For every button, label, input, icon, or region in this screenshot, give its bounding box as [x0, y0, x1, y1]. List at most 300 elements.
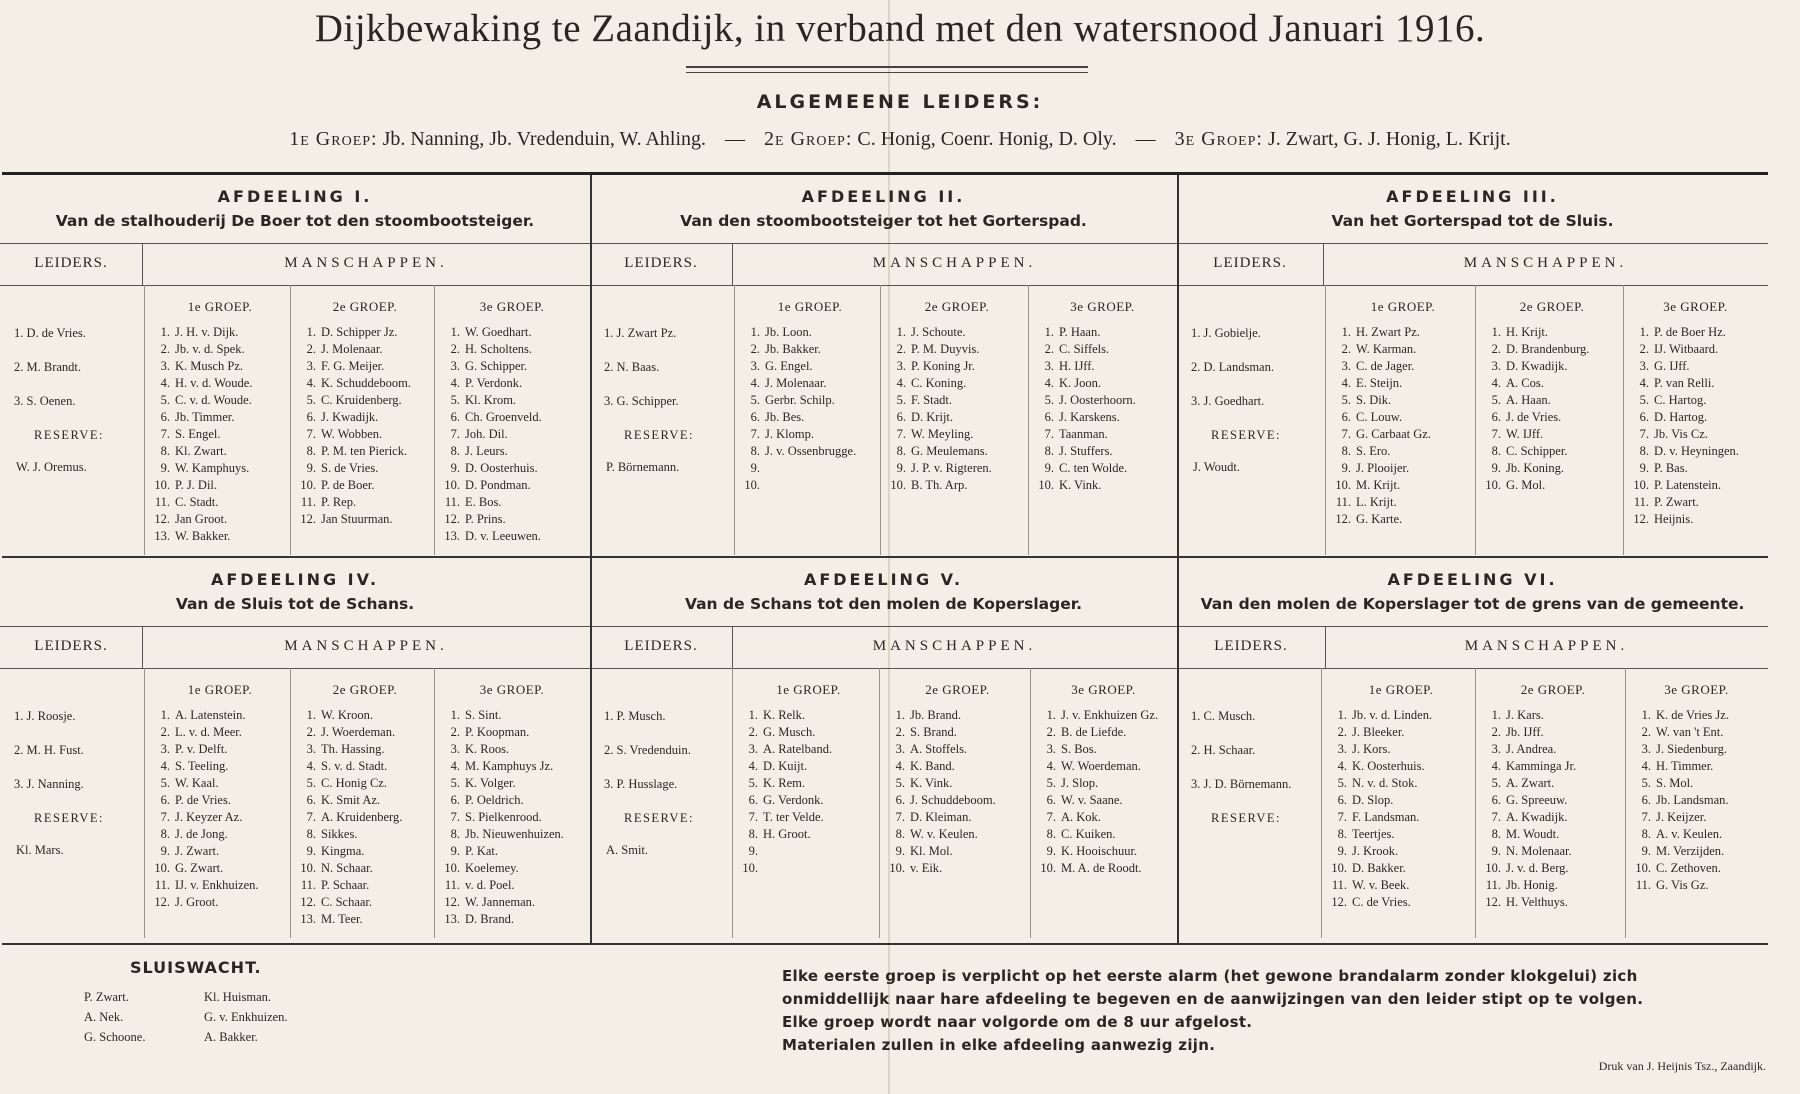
list-item: [738, 843, 832, 860]
list-item-name: K. Rem.: [763, 776, 806, 790]
list-item: [440, 809, 564, 826]
list-item-name: P. de Boer Hz.: [1654, 325, 1726, 339]
list-item: [740, 426, 856, 443]
list-item: [1629, 443, 1739, 460]
list-item: [296, 758, 402, 775]
list-item-number: 5.: [1491, 393, 1501, 407]
group-divider: [1475, 668, 1476, 938]
group-header: 3e GROEP.: [1070, 299, 1135, 314]
general-group-1-names: Jb. Nanning, Jb. Vredenduin, W. Ahling.: [382, 128, 707, 150]
afdeeling-1: [0, 175, 590, 560]
list-item-number: 10.: [154, 861, 170, 875]
header-rule: [590, 243, 1177, 244]
list-item-name: P. Schaar.: [321, 878, 370, 892]
list-item-number: 3.: [748, 742, 758, 756]
list-item: [1631, 724, 1729, 741]
list-item-name: S. Mol.: [1656, 776, 1694, 790]
list-item: [1034, 477, 1136, 494]
list-item: [296, 341, 411, 358]
list-item: [740, 358, 856, 375]
list-item-name: J. H. v. Dijk.: [175, 325, 239, 339]
list-item: [150, 741, 259, 758]
list-item: [886, 460, 992, 477]
list-item-name: J. de Vries.: [1506, 410, 1562, 424]
list-item: [296, 426, 411, 443]
list-item-number: 7.: [450, 427, 460, 441]
list-item: [1036, 826, 1158, 843]
list-item: [1481, 724, 1576, 741]
sluiswacht-name: G. v. Enkhuizen.: [204, 1010, 288, 1024]
header-rule: [0, 243, 590, 244]
list-item: [150, 443, 252, 460]
list-item-number: 10.: [1633, 478, 1649, 492]
list-item-name: Koelemey.: [465, 861, 519, 875]
list-item-number: 11.: [1633, 495, 1649, 509]
list-item: [740, 392, 856, 409]
list-item-number: 7.: [748, 810, 758, 824]
list-item-number: 1.: [895, 708, 905, 722]
group-header: 3e GROEP.: [1071, 682, 1136, 697]
list-item-name: J. de Jong.: [175, 827, 228, 841]
list-item-name: C. Honig Cz.: [321, 776, 387, 790]
algemeene-leiders-groups: [0, 128, 1800, 151]
afdeeling-subtitle: Van de stalhouderij De Boer tot den stoombootsteiger.: [55, 212, 535, 230]
sluiswacht-col-1: [84, 987, 145, 1047]
list-item-name: Jan Groot.: [175, 512, 228, 526]
group-2-list: [886, 324, 992, 494]
list-item-name: W. Wobben.: [321, 427, 383, 441]
list-item-name: Kamminga Jr.: [1506, 759, 1577, 773]
list-item-name: Ch. Groenveld.: [465, 410, 542, 424]
list-item: [440, 877, 564, 894]
list-item-number: 4.: [306, 759, 316, 773]
list-item-number: 13.: [154, 529, 170, 543]
header-rule: [590, 626, 1177, 627]
list-item-number: 4.: [1337, 759, 1347, 773]
header-rule: [590, 668, 1177, 669]
group-header: 3e GROEP.: [1664, 682, 1729, 697]
leider-name: 2. H. Schaar.: [1191, 743, 1256, 757]
group-header: 2e GROEP.: [924, 299, 990, 314]
list-item-name: W. v. Keulen.: [910, 827, 978, 841]
list-item-number: 10.: [444, 861, 460, 875]
list-item-name: Jan Stuurman.: [321, 512, 393, 526]
group-header: 3e GROEP.: [479, 299, 545, 314]
reserve-name: P. Börnemann.: [606, 460, 680, 474]
list-item-number: 5.: [896, 393, 906, 407]
list-item-name: J. Plooijer.: [1356, 461, 1410, 475]
group-header: 3e GROEP.: [479, 682, 545, 697]
list-item-name: J. Keyzer Az.: [175, 810, 243, 824]
list-item: [1327, 775, 1432, 792]
list-item: [440, 758, 564, 775]
list-item-number: 8.: [1337, 827, 1347, 841]
list-item-number: 7.: [750, 427, 760, 441]
list-item-number: 7.: [1641, 810, 1651, 824]
list-item-number: 6.: [748, 793, 758, 807]
list-item-number: 10.: [1335, 478, 1351, 492]
group-3-list: [1629, 324, 1739, 528]
group-header: 2e GROEP.: [1520, 682, 1586, 697]
list-item-number: 7.: [1341, 427, 1351, 441]
list-item-number: 10.: [742, 861, 758, 875]
list-item: [1481, 409, 1589, 426]
afdeeling-6: [1177, 558, 1768, 943]
list-item: [440, 775, 564, 792]
list-item-number: 2.: [1641, 725, 1651, 739]
list-item-name: J. Bleeker.: [1352, 725, 1405, 739]
leiders-header: LEIDERS.: [1213, 255, 1287, 271]
list-item-number: 1.: [1491, 325, 1501, 339]
list-item: [1327, 792, 1432, 809]
list-item: [738, 775, 832, 792]
list-item: [1481, 775, 1576, 792]
list-item-number: 13.: [444, 529, 460, 543]
list-item-name: J. v. Ossenbrugge.: [765, 444, 857, 458]
list-item-number: 9.: [1337, 844, 1347, 858]
list-item-name: J. Molenaar.: [765, 376, 827, 390]
leider-name: 1. D. de Vries.: [14, 326, 86, 340]
list-item: [296, 843, 402, 860]
list-item: [740, 341, 856, 358]
list-item-number: 11.: [1635, 878, 1651, 892]
group-header: 1e GROEP.: [1370, 299, 1436, 314]
list-item-number: 13.: [300, 912, 316, 926]
list-item-number: 2.: [160, 725, 170, 739]
list-item-number: 6.: [306, 793, 316, 807]
list-item-number: 9.: [895, 844, 905, 858]
list-item: [296, 494, 411, 511]
leider-name: 2. M. H. Fust.: [14, 743, 84, 757]
list-item: [440, 341, 542, 358]
list-item: [1481, 460, 1589, 477]
afdeeling-5: [590, 558, 1177, 943]
grid-hline: [2, 556, 1768, 558]
list-item-name: K. Schuddeboom.: [321, 376, 411, 390]
list-item-number: 3.: [450, 742, 460, 756]
list-item: [886, 477, 992, 494]
list-item-name: N. Schaar.: [321, 861, 373, 875]
list-item: [885, 707, 996, 724]
list-item-name: G. Musch.: [763, 725, 816, 739]
list-item-number: 6.: [1044, 410, 1054, 424]
list-item-name: C. Hartog.: [1654, 393, 1707, 407]
list-item: [440, 494, 542, 511]
list-item: [440, 724, 564, 741]
list-item-name: P. Rep.: [321, 495, 357, 509]
list-item-number: 3.: [1044, 359, 1054, 373]
list-item-name: C. Kuiken.: [1061, 827, 1116, 841]
list-item-number: 11.: [1331, 878, 1347, 892]
list-item-name: D. Kuijt.: [763, 759, 808, 773]
list-item: [296, 358, 411, 375]
reserve-name: W. J. Oremus.: [16, 460, 87, 474]
general-group-3-label: 3e Groep:: [1174, 128, 1263, 150]
group-header: 2e GROEP.: [1519, 299, 1585, 314]
afdeeling-subtitle: Van den stoombootsteiger tot het Gorterspad.: [680, 212, 1087, 230]
list-item-name: P. M. ten Pierick.: [321, 444, 408, 458]
list-item-name: J. v. d. Berg.: [1506, 861, 1569, 875]
list-item: [885, 860, 996, 877]
list-item: [738, 860, 832, 877]
group-divider: [1028, 285, 1029, 555]
list-item-number: 1.: [306, 325, 316, 339]
group-divider: [734, 285, 735, 555]
list-item: [1631, 792, 1729, 809]
leider-name: 1. P. Musch.: [604, 709, 666, 723]
group-header: 2e GROEP.: [332, 682, 398, 697]
list-item-name: G. Meulemans.: [911, 444, 988, 458]
list-item-number: 2.: [750, 342, 760, 356]
list-item-name: S. Brand.: [910, 725, 957, 739]
list-item-name: P. Kat.: [465, 844, 498, 858]
list-item: [740, 443, 856, 460]
list-item: [1331, 341, 1431, 358]
list-item-number: 7.: [160, 427, 170, 441]
list-item: [1034, 358, 1136, 375]
group-divider: [290, 668, 291, 938]
list-item-name: L. v. d. Meer.: [175, 725, 242, 739]
list-item-name: M. Kamphuys Jz.: [465, 759, 554, 773]
list-item: [1481, 341, 1589, 358]
list-item-number: 5.: [1639, 393, 1649, 407]
list-item-name: D. Kleiman.: [910, 810, 972, 824]
list-item: [1034, 460, 1136, 477]
leiders-list: [604, 709, 732, 929]
list-item: [440, 426, 542, 443]
list-item-number: 8.: [750, 444, 760, 458]
list-item: [1034, 409, 1136, 426]
list-item-name: S. Bos.: [1061, 742, 1097, 756]
list-item: [1481, 443, 1589, 460]
list-item: [150, 758, 259, 775]
list-item: [150, 477, 252, 494]
list-item-name: Joh. Dil.: [465, 427, 508, 441]
list-item-number: 2.: [1491, 342, 1501, 356]
list-item-number: 7.: [1046, 810, 1056, 824]
list-item-name: W. v. Saane.: [1061, 793, 1123, 807]
list-item-number: 1.: [160, 325, 170, 339]
leider-name: 1. C. Musch.: [1191, 709, 1256, 723]
list-item: [150, 707, 259, 724]
list-item-number: 7.: [160, 810, 170, 824]
list-item-name: H. Velthuys.: [1506, 895, 1568, 909]
list-item-name: D. v. Heyningen.: [1654, 444, 1739, 458]
reserve-name: Kl. Mars.: [16, 843, 64, 857]
list-item-name: G. Carbaat Gz.: [1356, 427, 1431, 441]
list-item-number: 8.: [160, 444, 170, 458]
list-item-number: 6.: [160, 410, 170, 424]
list-item-number: 6.: [450, 410, 460, 424]
list-item-name: D. Schipper Jz.: [321, 325, 398, 339]
list-item-name: H. Zwart Pz.: [1356, 325, 1420, 339]
list-item-name: J. Groot.: [175, 895, 219, 909]
list-item-name: D. Hartog.: [1654, 410, 1708, 424]
list-item: [440, 911, 564, 928]
list-item: [1036, 843, 1158, 860]
list-item-number: 11.: [154, 878, 170, 892]
list-item-number: 4.: [1341, 376, 1351, 390]
list-item: [1481, 707, 1576, 724]
leiders-list: [14, 326, 142, 546]
list-item: [440, 894, 564, 911]
list-item: [1034, 341, 1136, 358]
list-item: [150, 894, 259, 911]
group-divider: [1475, 285, 1476, 555]
list-item: [440, 324, 542, 341]
list-item-name: K. Hooischuur.: [1061, 844, 1138, 858]
list-item: [1631, 707, 1729, 724]
list-item-number: 6.: [160, 793, 170, 807]
list-item: [1327, 843, 1432, 860]
list-item-name: M. Verzijden.: [1656, 844, 1725, 858]
header-rule: [0, 285, 590, 286]
list-item-number: 1.: [896, 325, 906, 339]
list-item-name: H. IJff.: [1059, 359, 1095, 373]
list-item: [440, 409, 542, 426]
header-rule: [1177, 285, 1768, 286]
list-item-name: A. v. Keulen.: [1656, 827, 1723, 841]
group-2-list: [885, 707, 996, 877]
list-item: [440, 392, 542, 409]
afdeeling-2: [590, 175, 1177, 560]
header-rule: [0, 626, 590, 627]
list-item: [1629, 409, 1739, 426]
list-item-name: P. v. Delft.: [175, 742, 228, 756]
group-header: 2e GROEP.: [925, 682, 990, 697]
list-item: [150, 877, 259, 894]
manschappen-header: MANSCHAPPEN.: [1463, 255, 1628, 271]
list-item-number: 9.: [1044, 461, 1054, 475]
list-item-name: K. Smit Az.: [321, 793, 381, 807]
list-item: [150, 826, 259, 843]
list-item-name: Kingma.: [321, 844, 365, 858]
list-item-number: 12.: [1331, 895, 1347, 909]
list-item-number: 6.: [1641, 793, 1651, 807]
list-item-name: K. Oosterhuis.: [1352, 759, 1425, 773]
list-item-number: 7.: [1491, 427, 1501, 441]
list-item: [150, 511, 252, 528]
list-item-name: N. Molenaar.: [1506, 844, 1572, 858]
list-item-number: 3.: [1337, 742, 1347, 756]
list-item-name: F. G. Meijer.: [321, 359, 385, 373]
list-item-number: 2.: [748, 725, 758, 739]
list-item-number: 4.: [1044, 376, 1054, 390]
list-item-number: 3.: [1491, 742, 1501, 756]
list-item: [885, 792, 996, 809]
list-item-name: Jb. Bes.: [765, 410, 805, 424]
list-item: [150, 460, 252, 477]
afdeeling-title: AFDEELING V.: [803, 570, 964, 589]
list-item: [296, 477, 411, 494]
list-item: [1331, 409, 1431, 426]
list-item: [440, 792, 564, 809]
afdeeling-title: AFDEELING IV.: [210, 570, 380, 589]
list-item-name: D. Brand.: [465, 912, 514, 926]
list-item-number: 9.: [306, 844, 316, 858]
list-item-name: C. ten Wolde.: [1059, 461, 1128, 475]
list-item-name: M. Krijt.: [1356, 478, 1401, 492]
list-item-number: 9.: [306, 461, 316, 475]
list-item: [1629, 358, 1739, 375]
group-1-list: [1331, 324, 1431, 528]
list-item-name: J. Krook.: [1352, 844, 1399, 858]
list-item-name: J. Schoute.: [911, 325, 966, 339]
list-item-name: J. Oosterhoorn.: [1059, 393, 1136, 407]
list-item-name: C. Koning.: [911, 376, 967, 390]
list-item: [1034, 324, 1136, 341]
list-item-name: G. Zwart.: [175, 861, 224, 875]
general-group-1-label: 1e Groep:: [289, 128, 378, 150]
list-item: [885, 843, 996, 860]
leider-name: 2. D. Landsman.: [1191, 360, 1274, 374]
list-item-number: 4.: [1046, 759, 1056, 773]
list-item: [1327, 758, 1432, 775]
list-item: [1327, 894, 1432, 911]
list-item-name: W. Woerdeman.: [1061, 759, 1141, 773]
manschappen-header: MANSCHAPPEN.: [1464, 638, 1629, 654]
list-item: [150, 724, 259, 741]
list-item: [1327, 724, 1432, 741]
list-item: [1034, 443, 1136, 460]
list-item-name: K. Volger.: [465, 776, 516, 790]
group-divider: [879, 668, 880, 938]
reserve-label: RESERVE:: [1211, 811, 1282, 825]
list-item-number: 5.: [450, 776, 460, 790]
notice-line: onmiddellijk naar hare afdeeling te begeven en de aanwijzingen van den leider stipt op te volgen.: [782, 990, 1644, 1008]
list-item: [1631, 741, 1729, 758]
list-item-name: W. Kroon.: [321, 708, 373, 722]
list-item-name: IJ. Witbaard.: [1654, 342, 1719, 356]
list-item-number: 5.: [1641, 776, 1651, 790]
list-item-name: A. Kwadijk.: [1506, 810, 1568, 824]
list-item-number: 3.: [450, 359, 460, 373]
list-item: [886, 392, 992, 409]
group-1-list: [150, 707, 259, 911]
grid-vline: [590, 175, 592, 945]
list-item: [1327, 826, 1432, 843]
list-item: [150, 792, 259, 809]
leider-name: 2. S. Vredenduin.: [604, 743, 691, 757]
group-separator: —: [725, 128, 746, 150]
list-item-number: 10.: [1635, 861, 1651, 875]
list-item: [1631, 843, 1729, 860]
list-item: [1481, 809, 1576, 826]
list-item-number: 3.: [1046, 742, 1056, 756]
group-3-list: [1036, 707, 1158, 877]
leider-name: 3. P. Husslage.: [604, 777, 678, 791]
list-item: [296, 707, 402, 724]
list-item-number: 3.: [1491, 359, 1501, 373]
list-item-name: J. Karskens.: [1059, 410, 1120, 424]
list-item-number: 6.: [896, 410, 906, 424]
list-item-name: C. Siffels.: [1059, 342, 1110, 356]
list-item-number: 4.: [1641, 759, 1651, 773]
list-item-number: 5.: [1341, 393, 1351, 407]
list-item: [1331, 511, 1431, 528]
list-item-name: P. de Boer.: [321, 478, 375, 492]
list-item-number: 6.: [750, 410, 760, 424]
list-item-number: 6.: [1341, 410, 1351, 424]
list-item-number: 6.: [450, 793, 460, 807]
list-item-name: G. Verdonk.: [763, 793, 824, 807]
list-item-number: 7.: [306, 427, 316, 441]
list-item-number: 9.: [1491, 461, 1501, 475]
list-item-name: D. Oosterhuis.: [465, 461, 538, 475]
list-item-number: 12.: [444, 512, 460, 526]
list-item-number: 3.: [160, 359, 170, 373]
list-item-number: 2.: [896, 342, 906, 356]
